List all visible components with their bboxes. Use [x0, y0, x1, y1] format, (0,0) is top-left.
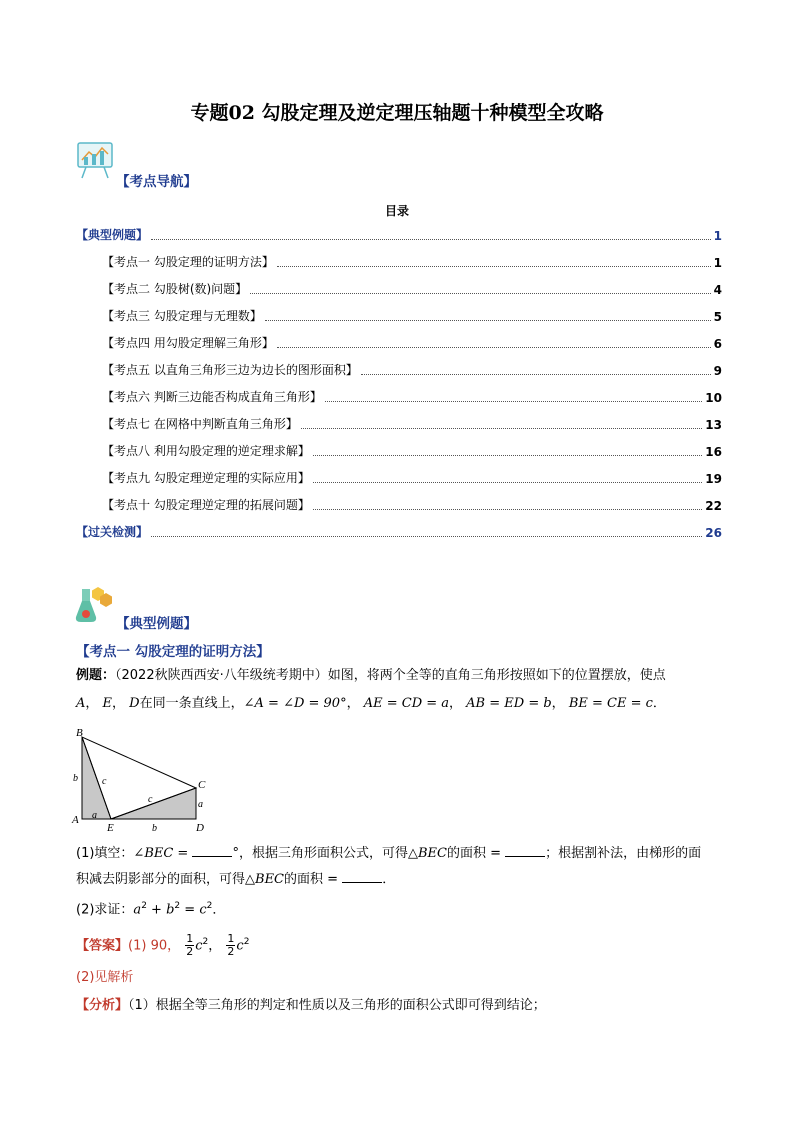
fraction-half-1 — [185, 933, 194, 958]
toc-row[interactable] — [102, 389, 722, 405]
toc-leader — [313, 509, 702, 510]
toc-label: 【考点八 利用勾股定理的逆定理求解】 — [102, 444, 310, 458]
page-title: 专题02 勾股定理及逆定理压轴题十种模型全攻略 — [190, 102, 604, 124]
toc-row[interactable] — [102, 335, 722, 351]
q1-text-e: 积减去阴影部分的面积，可得 — [76, 872, 246, 887]
q1-triangle: △BEC — [407, 846, 447, 861]
answer-blank-3[interactable] — [342, 870, 382, 883]
toc-page: 19 — [705, 472, 722, 486]
toc-page: 26 — [705, 526, 722, 540]
q1-text-b: °，根据三角形面积公式，可得 — [232, 846, 408, 861]
point-d-label: D — [129, 696, 140, 711]
toc-page: 16 — [705, 445, 722, 459]
label-c-point: C — [198, 779, 206, 791]
eq-c: c — [199, 902, 207, 918]
toc-label: 【考点二 勾股树(数)问题】 — [102, 282, 248, 296]
toc-row[interactable] — [102, 281, 722, 297]
nav-header: 【考点导航】 — [116, 174, 197, 190]
analysis-label: 【分析】 — [76, 998, 129, 1013]
example-line-1 — [76, 666, 726, 686]
toc-row[interactable] — [102, 254, 722, 270]
fraction-half-2 — [226, 933, 235, 958]
eq-b: b — [166, 902, 175, 918]
toc-row[interactable] — [102, 362, 722, 378]
toc-leader — [313, 482, 702, 483]
toc-page: 1 — [713, 256, 722, 270]
toc-row[interactable] — [76, 524, 722, 540]
answer-line: 【答案】(1) 90， $\frac{1}{2}$ $c^2$， $\frac{1}{2}$ $c^2$ — [76, 932, 250, 959]
toc-row[interactable] — [76, 227, 722, 243]
q1-text-c: 的面积 = — [446, 846, 506, 861]
example-source: （2022秋陕西西安·八年级统考期中）如图，将两个全等的直角三角形按照如下的位置摆放，使点 — [115, 668, 666, 683]
label-side-c2: c — [148, 794, 153, 805]
toc-row[interactable] — [102, 308, 722, 324]
toc-label: 【考点五 以直角三角形三边为边长的图形面积】 — [102, 363, 358, 377]
answer-blank-2[interactable] — [505, 844, 545, 857]
toc-label: 【考点四 用勾股定理解三角形】 — [102, 336, 274, 350]
toc-leader — [277, 266, 711, 267]
toc-label: 【考点十 勾股定理逆定理的拓展问题】 — [102, 498, 310, 512]
label-d-point: D — [196, 822, 204, 834]
toc-label: 【考点九 勾股定理逆定理的实际应用】 — [102, 471, 310, 485]
triangle-figure — [68, 722, 218, 834]
frac-num: 1 — [227, 932, 235, 946]
label-side-a2: a — [198, 799, 203, 810]
toc-label: 【考点七 在网格中判断直角三角形】 — [102, 417, 298, 431]
toc-leader — [313, 455, 702, 456]
toc-leader — [277, 347, 711, 348]
analysis-text: （1）根据全等三角形的判定和性质以及三角形的面积公式即可得到结论； — [128, 998, 546, 1013]
toc-leader — [325, 401, 702, 402]
frac-den: 2 — [227, 945, 235, 959]
label-a-point: A — [72, 814, 79, 826]
label-e-point: E — [107, 822, 114, 834]
condition-be: BE = CE = c — [568, 696, 653, 711]
toc-page: 9 — [713, 364, 722, 378]
answer-label: 【答案】 — [76, 938, 129, 954]
question-1-line-2: 积减去阴影部分的面积，可得△BEC的面积 = ． — [76, 872, 396, 887]
condition-ae: AE = CD = a — [363, 696, 450, 711]
q2-prefix: (2)求证： — [76, 902, 134, 918]
question-1-line-1 — [76, 844, 726, 864]
toc-leader — [361, 374, 711, 375]
toc-page: 4 — [713, 283, 722, 297]
q1-text-f: 的面积 = — [284, 872, 343, 887]
example-line-2: A， E， D在同一条直线上，∠A = ∠D = 90°， AE = CD = a， AB = ED = b， BE = CE = c． — [76, 696, 666, 711]
toc-page: 5 — [713, 310, 722, 324]
toc-row[interactable] — [102, 497, 722, 513]
analysis-line — [76, 996, 546, 1016]
toc-page: 6 — [713, 337, 722, 351]
examples-header: 【典型例题】 — [116, 616, 197, 632]
toc-leader — [151, 239, 711, 240]
example-lead: 例题： — [76, 668, 116, 683]
navigation-icon — [74, 140, 116, 180]
toc-leader — [265, 320, 711, 321]
toc-leader — [250, 293, 710, 294]
toc-leader — [151, 536, 702, 537]
answer-c: c — [195, 938, 203, 954]
toc-leader — [301, 428, 702, 429]
toc-label: 【典型例题】 — [76, 228, 149, 242]
answer-part-2: (2)见解析 — [76, 970, 134, 985]
label-side-b: b — [73, 773, 78, 784]
label-side-a1: a — [92, 810, 97, 821]
condition-angle: ∠A = ∠D = 90° — [243, 696, 347, 711]
frac-num: 1 — [186, 932, 194, 946]
toc-row[interactable] — [102, 416, 722, 432]
toc-page: 10 — [705, 391, 722, 405]
toc-label: 【考点六 判断三边能否构成直角三角形】 — [102, 390, 322, 404]
q1-text-d: ；根据割补法，由梯形的面 — [545, 846, 702, 861]
answer-blank-1[interactable] — [192, 844, 232, 857]
label-side-c1: c — [102, 776, 107, 787]
answer-c: c — [236, 938, 244, 954]
answer-part-1: (1) 90， — [128, 938, 181, 954]
toc-page: 13 — [705, 418, 722, 432]
label-b-point: B — [76, 727, 83, 739]
q1-angle: ∠BEC = — [133, 846, 193, 861]
q1-triangle-2: △BEC — [245, 872, 285, 887]
point-a-label: A — [76, 696, 86, 711]
toc-row[interactable] — [102, 470, 722, 486]
point-e-label: E — [102, 696, 113, 711]
toc-heading: 目录 — [384, 204, 409, 218]
toc-page: 22 — [705, 499, 722, 513]
point1-header: 【考点一 勾股定理的证明方法】 — [76, 644, 270, 660]
label-side-b2: b — [152, 823, 157, 834]
question-2: (2)求证：$a^2 + b^2 = c^2$． — [76, 901, 226, 918]
toc-page: 1 — [713, 229, 722, 243]
toc-label: 【考点三 勾股定理与无理数】 — [102, 309, 262, 323]
toc-row[interactable] — [102, 443, 722, 459]
q1-prefix: (1)填空： — [76, 846, 134, 861]
flask-icon — [72, 583, 114, 625]
toc-label: 【过关检测】 — [76, 525, 149, 539]
condition-ab: AB = ED = b — [466, 696, 552, 711]
eq-a: a — [133, 902, 142, 918]
toc-label: 【考点一 勾股定理的证明方法】 — [102, 255, 274, 269]
collinear-text: 在同一条直线上， — [139, 696, 244, 711]
frac-den: 2 — [186, 945, 194, 959]
